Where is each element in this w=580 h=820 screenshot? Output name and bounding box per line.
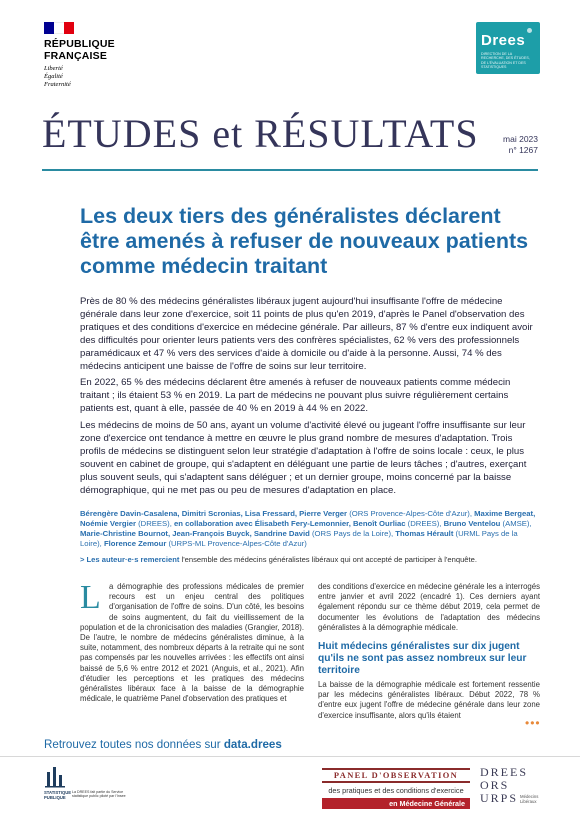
body-column-2 (318, 582, 540, 721)
drees-dot-icon (527, 28, 532, 33)
panel-observation-logo (322, 768, 470, 809)
data-drees-link[interactable]: data.drees (223, 738, 282, 751)
issue-date: mai 2023 (503, 134, 538, 144)
acknowledgements (80, 555, 540, 564)
abstract-paragraph-2: En 2022, 65 % des médecins déclarent être amenés à refuser de nouveaux patients comme médecin traitant ; ils étaient 53 % en 2019. La part de médecins ne pouvant plus suivre régulièrement certains patients est, quant à elle, passée de 40 % en 2019 à 44 % en 2022. (80, 377, 511, 415)
dor-ors: ORS (480, 778, 510, 792)
drees-ors-urps-logo (480, 766, 550, 805)
drees-logo (476, 22, 540, 74)
authors-collab-aff: (DREES), (405, 519, 444, 528)
motto-egalite: Égalité (44, 73, 63, 80)
motto-liberte: Liberté (44, 65, 63, 72)
dor-urps-line (480, 792, 550, 805)
body-column-2-paragraph: La baisse de la démographie médicale est fortement ressentie par les médecins généralistes libéraux. Début 2022, 78 % d'entre eux jugent l'offre de médecine générale dans leur zone d'exercice insuffisante, alors qu'ils étaient (318, 680, 540, 720)
authors-group-6: Florence Zemour (103, 539, 167, 548)
republique-line-2: FRANÇAISE (44, 50, 108, 62)
footer-divider (0, 756, 580, 757)
authors (80, 509, 540, 549)
statistique-publique-logo (44, 764, 164, 808)
statistique-publique-icon (44, 764, 66, 788)
body-column-2-intro: des conditions d'exercice en médecine générale les a interrogés entre janvier et avril 2022 (encadré 1). Ces derniers ayant également répondu sur ce thème début 2019, cela permet de documenter les évolutions de l'adaptation des médecins généralistes à la démographie médicale. (318, 582, 540, 632)
series-title: ÉTUDES et RÉSULTATS (42, 111, 479, 156)
issue-info (503, 134, 538, 156)
dor-urps: URPS (480, 791, 519, 805)
ssp-text: La DREES fait partie du Service statistique public piloté par l'Insee (72, 790, 126, 799)
dor-medecins-liberaux: Médecins Libéraux (520, 794, 539, 805)
republique-francaise-logo (44, 22, 154, 89)
header-divider (42, 169, 538, 171)
dor-drees: DREES (480, 765, 529, 779)
ssp-label-2: PUBLIQUE (44, 795, 66, 800)
drees-wordmark: Drees (481, 32, 526, 49)
issue-number: n° 1267 (508, 145, 538, 155)
authors-aff-3: (AMSE), (500, 519, 532, 528)
authors-group-3: Bruno Ventelou (443, 519, 501, 528)
continued-dots-icon: ••• (525, 716, 541, 730)
abstract-paragraph-1: Près de 80 % des médecins généralistes libéraux jugent aujourd'hui insuffisante l'offre de médecine générale dans leur zone d'exercice, soit 11 points de plus qu'en 2019, d'après le Panel d'observation des pratiques et des conditions d'exercice en médecine générale. Par ailleurs, 87 % d'entre eux indiquent avoir des difficultés pour orienter leurs patients vers des confrères spécialistes, 62 % vers des professionnels paramédicaux et 47 % vers des services d'aide à domicile ou d'aide à la personne. Aussi, 74 % des médecins anticipent une baisse de l'offre de soins sur leur territoire. (80, 296, 533, 372)
authors-aff-4: (ORS Pays de la Loire), (309, 529, 396, 538)
authors-group-2: Maxime Bergeat, Noémie Vergier (80, 509, 536, 528)
data-drees-prefix: Retrouvez toutes nos données sur (44, 738, 224, 751)
body-column-1 (80, 579, 304, 704)
authors-group-5: Thomas Hérault (395, 529, 454, 538)
authors-group-4: Marie-Christine Bournot, Jean-François Buyck, Sandrine David (80, 529, 310, 538)
authors-aff-6: (URPS-ML Provence-Alpes-Côte d'Azur) (166, 539, 307, 548)
abstract (80, 296, 540, 502)
acknowledgements-label: > Les auteur·e·s remercient (80, 555, 180, 564)
headline: Les deux tiers des généralistes déclarent être amenés à refuser de nouveaux patients comme médecin traitant (80, 204, 529, 278)
authors-group-1: Bérengère Davin-Casalena, Dimitri Scronias, Lisa Fressard, Pierre Verger (80, 509, 348, 518)
panel-subtitle: des pratiques et des conditions d'exercice (328, 786, 464, 795)
authors-aff-2: (DREES), (135, 519, 174, 528)
authors-collab: en collaboration avec Élisabeth Fery-Lemonnier, Benoît Ourliac (174, 519, 406, 528)
ssp-label-1: STATISTIQUE (44, 790, 72, 795)
data-drees-banner (44, 738, 282, 751)
authors-aff-1: (ORS Provence-Alpes-Côte d'Azur), (347, 509, 475, 518)
drees-tagline: DIRECTION DE LA RECHERCHE, DES ÉTUDES, DE L'ÉVALUATION ET DES STATISTIQUES (481, 52, 530, 70)
republique-line-1: RÉPUBLIQUE (44, 38, 115, 50)
french-flag-icon (44, 22, 74, 34)
body-column-1-text: a démographie des professions médicales de premier recours est un enjeu central des politiques d'organisation de l'offre de soins. D'un côté, les besoins de soins augmentent, du fait du vieillissement de la population et de la chronicisation des maladies (Grangier, 2018). De l'autre, le nombre de médecins généralistes diminue, à la suite, notamment, des nombreux départs à la retraite qui ne sont pas compensés par les nouvelles arrivées : les effectifs ont ainsi baissé de 5,6 % entre 2012 et 2021 (Anguis, et al., 2021). Afin d'étudier les perceptions et les pratiques des médecins généralistes libéraux face à la baisse de la démographie médicale, le quatrième Panel d'observation des pratiques et (80, 582, 304, 704)
panel-title: PANEL D'OBSERVATION (322, 768, 470, 783)
section-subheading: Huit médecins généralistes sur dix jugent qu'ils ne sont pas assez nombreux sur leur territoire (318, 641, 527, 677)
panel-band: en Médecine Générale (322, 798, 470, 809)
authors-aff-5: (URML Pays de la Loire), (80, 529, 518, 548)
motto-fraternite: Fraternité (44, 81, 71, 88)
abstract-paragraph-3: Les médecins de moins de 50 ans, ayant un volume d'activité élevé ou jugeant l'offre insuffisante sur leur zone d'exercice ont tendance à mettre en œuvre le plus grand nombre de mesures d'adaptation. Trois profils de médecins se distinguent selon leur stratégie d'adaptation à l'offre de soins locale : ceux, le plus souvent en cabinet de groupe, qui s'adaptent en déléguant une partie de leurs tâches ; d'autres, exerçant plus souvent seuls, qui s'adaptent sans déléguer ; et un dernier groupe, moins concerné par la baisse démographique, qui ne met pas ou peu de mesures d'adaptation en place. (80, 420, 527, 496)
dropcap: L (80, 583, 104, 613)
acknowledgements-text: l'ensemble des médecins généralistes libéraux qui ont accepté de participer à l'enquête. (179, 555, 477, 564)
